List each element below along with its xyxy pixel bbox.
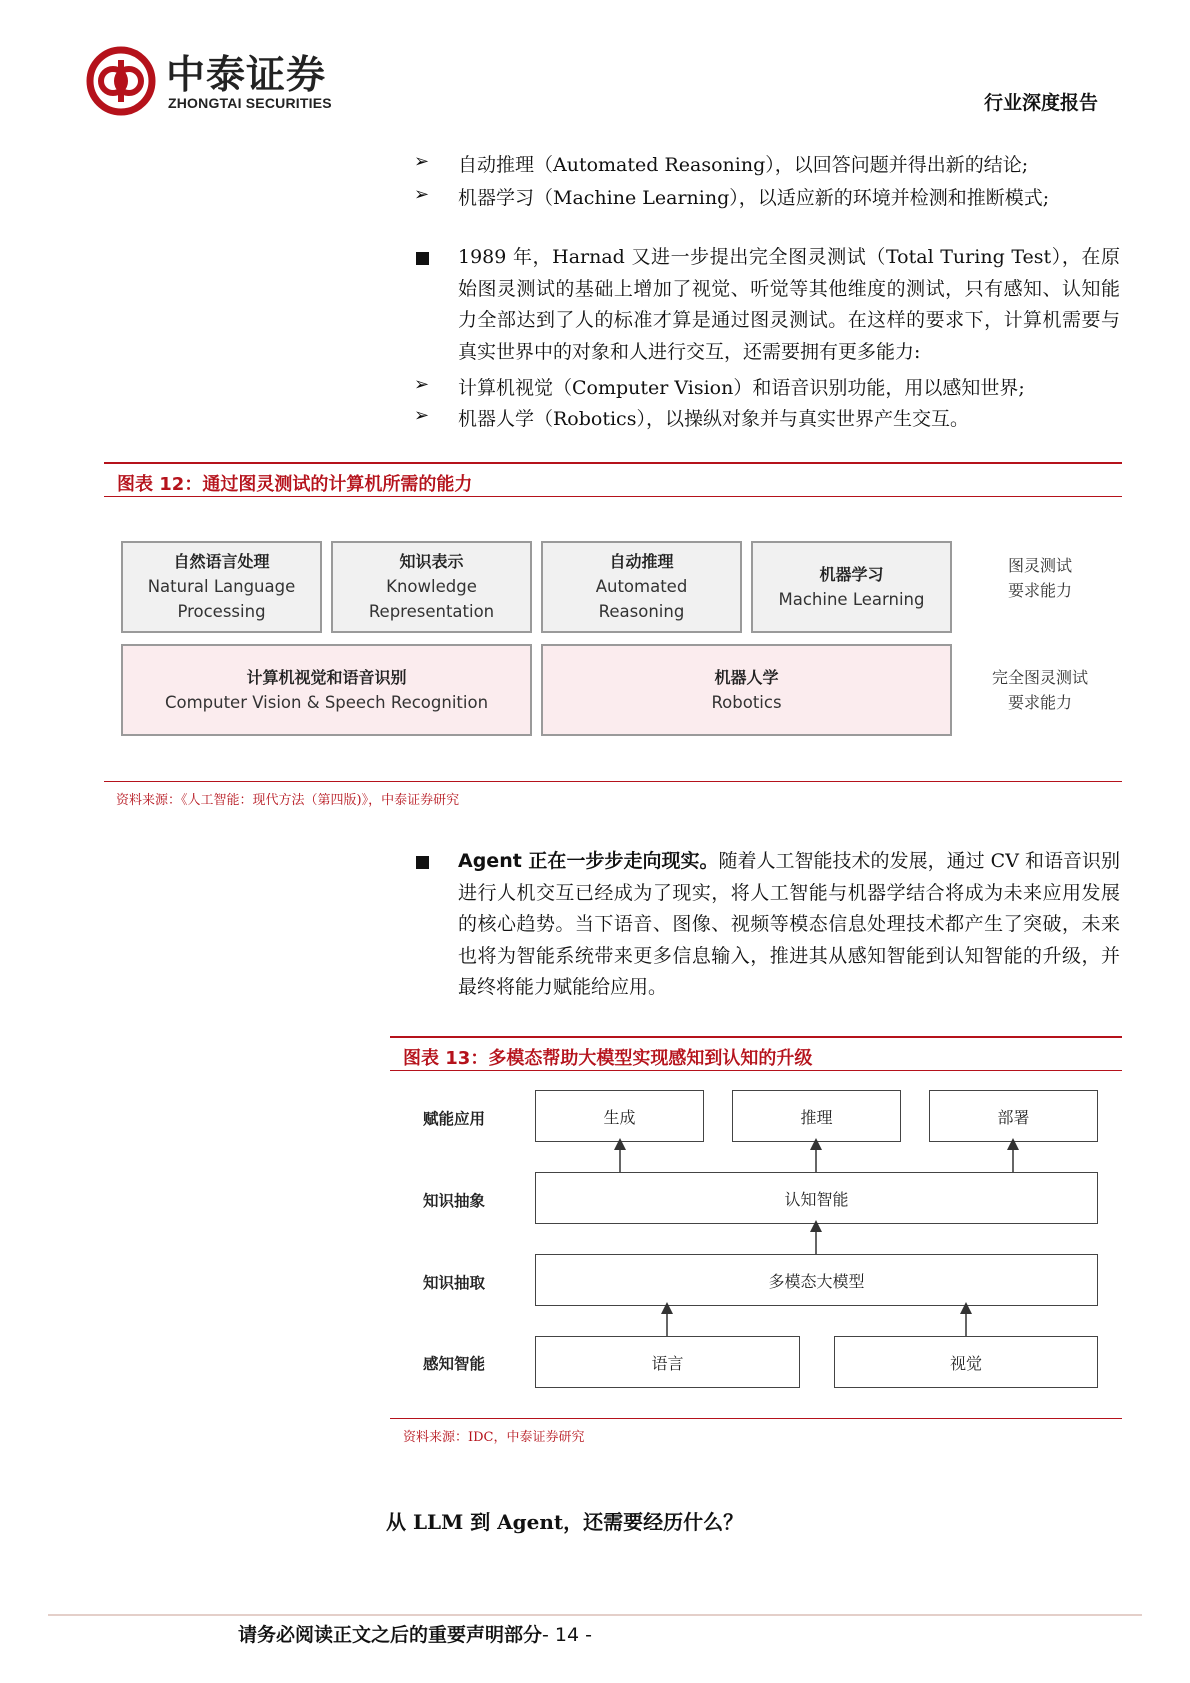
footer-rule [48, 1614, 1142, 1616]
capability-nlp-box [121, 541, 322, 633]
capability-en: Reasoning [598, 602, 685, 621]
figure13-source: 资料来源：IDC，中泰证券研究 [403, 1430, 585, 1445]
flow-box-reasoning: 推理 [732, 1090, 901, 1142]
figure13-bottom-rule [390, 1418, 1122, 1419]
bullet-computer-vision: 计算机视觉（Computer Vision）和语音识别功能，用以感知世界; [458, 377, 1025, 399]
logo-english-name: ZHONGTAI SECURITIES [168, 95, 332, 111]
figure12-title: 图表 12：通过图灵测试的计算机所需的能力 [117, 474, 473, 495]
figure12-bottom-rule [104, 781, 1122, 782]
footer-disclaimer-text: 请务必阅读正文之后的重要声明部分 [238, 1624, 543, 1646]
arrow-bullet-icon: ➢ [414, 184, 430, 205]
level-label-abstraction: 知识抽象 [423, 1192, 486, 1210]
bullet-machine-learning: 机器学习（Machine Learning），以适应新的环境并检测和推断模式; [458, 187, 1050, 209]
level-label-extraction: 知识抽取 [423, 1274, 486, 1292]
level-label-application: 赋能应用 [423, 1110, 486, 1128]
square-bullet-icon [416, 856, 429, 869]
arrow-bullet-icon: ➢ [414, 405, 430, 426]
arrow-bullet-icon: ➢ [414, 374, 430, 395]
flow-box-deploy: 部署 [929, 1090, 1098, 1142]
figure13-top-rule [390, 1036, 1122, 1038]
flow-box-generate: 生成 [535, 1090, 704, 1142]
capability-knowledge-box [331, 541, 532, 633]
report-type-label: 行业深度报告 [984, 92, 1099, 114]
capability-en: Processing [177, 602, 266, 621]
paragraph-lead: Agent 正在一步步走向现实。 [458, 850, 719, 872]
flow-box-vision: 视觉 [834, 1336, 1098, 1388]
paragraph-body: 随着人工智能技术的发展，通过 CV 和语音识别进行人机交互已经成为了现实，将人工智能与机器学结合将成为未来应用发展的核心趋势。当下语音、图像、视频等模态信息处理技术都产生了突破，未来也将为智能系统带来更多信息输入，推进其从感知智能到认知智能的升级，并最终将能力赋能给应用。 [458, 850, 1120, 999]
capability-en: Representation [368, 602, 495, 621]
capability-en: Robotics [711, 692, 782, 712]
bullet-robotics: 机器人学（Robotics），以操纵对象并与真实世界产生交互。 [458, 408, 969, 430]
capability-cn: 机器人学 [714, 667, 779, 687]
figure12-source: 资料来源：《人工智能：现代方法（第四版)》，中泰证券研究 [116, 793, 460, 808]
capability-robotics-box [541, 644, 952, 736]
capability-cn: 自然语言处理 [173, 552, 270, 571]
total-turing-requirement-label: 完全图灵测试 要求能力 [991, 668, 1088, 712]
capability-ml-box [751, 541, 952, 633]
capability-cv-speech-box [121, 644, 532, 736]
bullet-automated-reasoning: 自动推理（Automated Reasoning），以回答问题并得出新的结论; [458, 154, 1029, 176]
footer-notice [238, 1620, 592, 1647]
figure13-title-rule [390, 1070, 1122, 1071]
zhongtai-logo-icon [86, 46, 156, 116]
capability-en: Computer Vision & Speech Recognition [164, 692, 489, 712]
page-number: - 14 - [542, 1624, 592, 1646]
capability-cn: 自动推理 [609, 552, 674, 571]
paragraph-total-turing-test: 1989 年，Harnad 又进一步提出完全图灵测试（Total Turing Test），在原始图灵测试的基础上增加了视觉、听觉等其他维度的测试，只有感知、认知能力全部达到了人的标准才算是通过图灵测试。在这样的要求下，计算机需要与真实世界中的对象和人进行交互，还需要拥有更多能力: [458, 246, 1120, 363]
flow-box-cognitive-intelligence: 认知智能 [535, 1172, 1098, 1224]
flow-box-multimodal-model: 多模态大模型 [535, 1254, 1098, 1306]
turing-test-requirement-label: 图灵测试 要求能力 [1007, 556, 1072, 600]
capability-cn: 知识表示 [399, 552, 464, 571]
square-bullet-icon [416, 252, 429, 265]
capability-cn: 机器学习 [819, 564, 884, 584]
figure13-title: 图表 13：多模态帮助大模型实现感知到认知的升级 [403, 1048, 813, 1069]
capability-en: Automated [595, 577, 688, 596]
capability-en: Machine Learning [778, 589, 925, 609]
capability-en: Natural Language [147, 577, 296, 596]
paragraph-agent-reality [458, 846, 1120, 1004]
logo-chinese-name: 中泰证券 [166, 53, 327, 98]
level-label-perception: 感知智能 [423, 1355, 486, 1373]
flow-box-language: 语言 [535, 1336, 800, 1388]
figure12-top-rule [104, 462, 1122, 464]
figure12-title-rule [104, 496, 1122, 497]
capability-reasoning-box [541, 541, 742, 633]
capability-en: Knowledge [386, 577, 477, 596]
capability-cn: 计算机视觉和语音识别 [246, 667, 407, 687]
section-heading-llm-to-agent: 从 LLM 到 Agent，还需要经历什么？ [386, 1510, 744, 1534]
arrow-bullet-icon: ➢ [414, 151, 430, 172]
